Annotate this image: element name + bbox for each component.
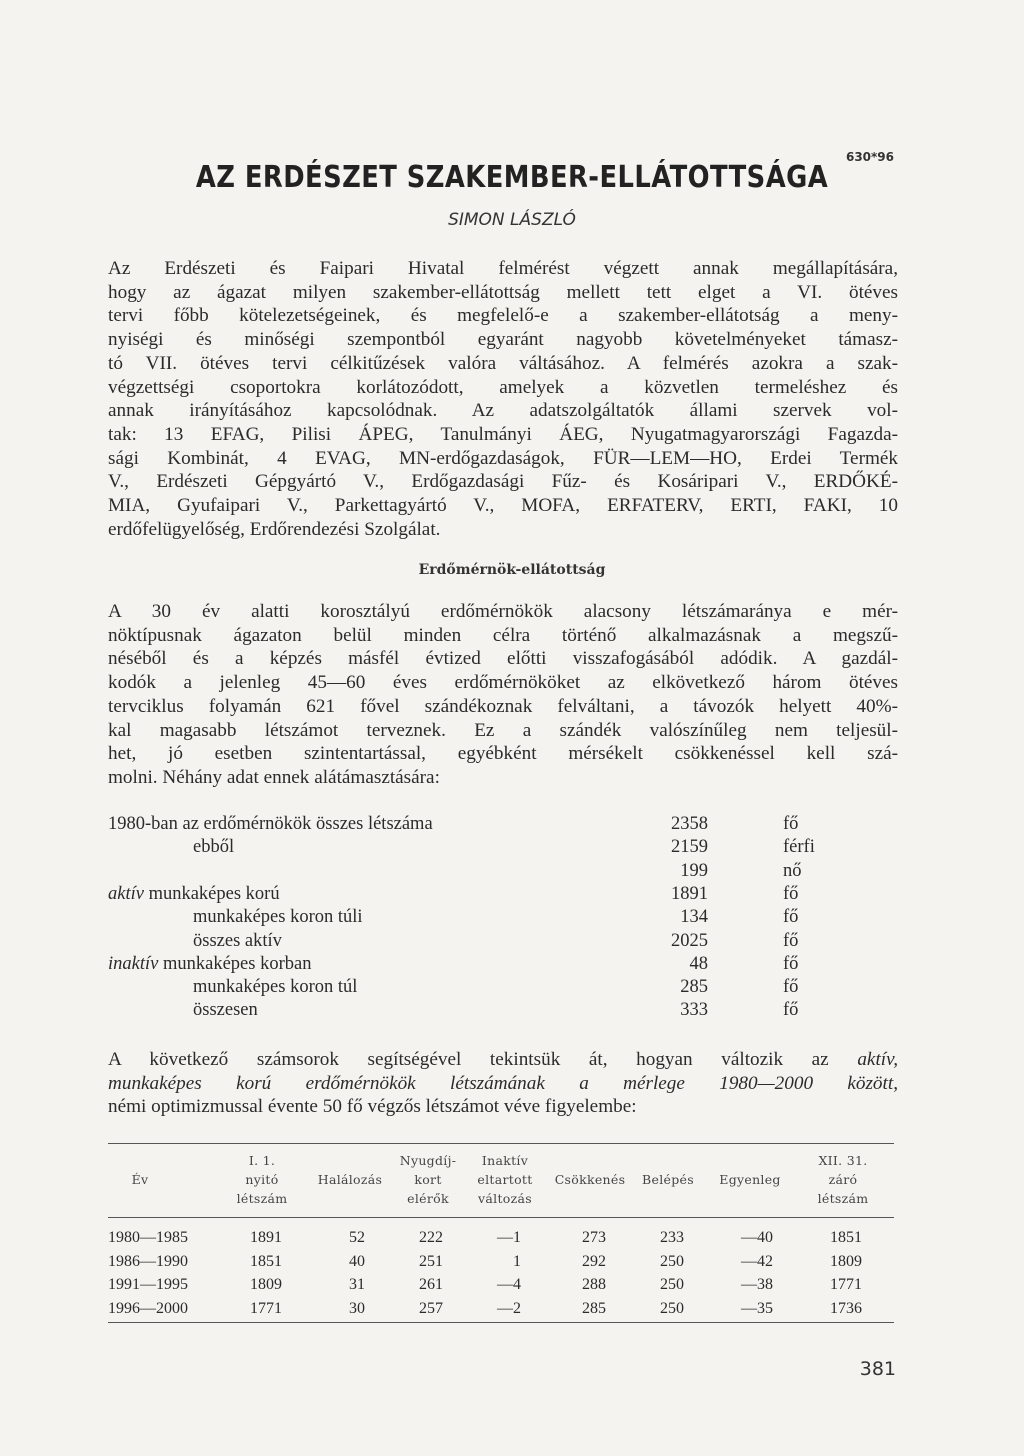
stat-unit: fő — [783, 883, 799, 904]
stat-label: munkaképes koron túli — [193, 907, 363, 928]
table-cell: 250 — [660, 1252, 684, 1270]
table-header-cell: Csökkenés — [554, 1172, 626, 1187]
text-line: tak: 13 EFAG, Pilisi ÁPEG, Tanulmányi ÁEG, Nyugatmagyarországi Fagazda- — [108, 423, 898, 445]
table-cell: 1809 — [830, 1252, 862, 1270]
stat-value: 199 — [680, 860, 708, 881]
stat-row — [108, 906, 848, 929]
table-header-cell: változás — [478, 1191, 532, 1206]
table-row-period: 1996—2000 — [108, 1299, 188, 1317]
stat-unit: fő — [783, 977, 799, 998]
table-header-cell: I. 1. — [248, 1153, 276, 1168]
table-cell: —38 — [741, 1276, 773, 1293]
table-cell: 40 — [349, 1252, 365, 1270]
table-header-cell: kort — [414, 1172, 442, 1187]
table-cell: 285 — [582, 1299, 606, 1317]
table-cell: —40 — [741, 1229, 773, 1246]
section-paragraph — [108, 600, 898, 790]
table-header-cell: Nyugdíj- — [399, 1153, 457, 1168]
table-header-cell: létszám — [236, 1191, 288, 1206]
table-cell: 31 — [349, 1276, 365, 1293]
stat-unit: fő — [783, 953, 799, 974]
text-line: végzettségi csoportokra korlátozódott, amelyek a közvetlen termeléshez és — [108, 376, 898, 398]
table-header-cell: nyitó — [245, 1172, 279, 1187]
text-line: kal magasabb létszámot terveznek. Ez a szándék valószínűleg nem teljesül- — [108, 719, 898, 741]
stat-row — [108, 883, 848, 906]
stat-unit: férfi — [783, 837, 815, 858]
stat-row — [108, 930, 848, 953]
stat-row — [108, 999, 848, 1022]
table-header-cell: eltartott — [477, 1172, 533, 1187]
stat-label: ebből — [193, 837, 235, 858]
text-line: nyiségi és minőségi szempontból egyaránt nagyobb követelményeket támasz- — [108, 329, 898, 351]
stat-label: összesen — [193, 1000, 258, 1021]
table-header-rule — [108, 1217, 894, 1218]
stat-row — [108, 860, 848, 883]
closing-paragraph — [108, 1048, 898, 1119]
text-line: tó VII. ötéves tervi célkitűzések valóra váltásához. A felmérés azokra a szak- — [108, 352, 898, 374]
table-cell: 1 — [513, 1252, 521, 1270]
table-cell: 257 — [419, 1299, 443, 1317]
closing-line: A következő számsorok segítségével tekintsük át, hogyan változik az aktív, — [108, 1049, 898, 1070]
table-cell: 1891 — [250, 1229, 282, 1246]
table-cell: 1851 — [830, 1229, 862, 1246]
table-row-period: 1991—1995 — [108, 1276, 188, 1293]
table-cell: 1771 — [250, 1299, 282, 1317]
stat-value: 2159 — [671, 837, 708, 858]
text-line: tervciklus folyamán 621 fővel szándékoznak felváltani, a távozók helyett 40%- — [108, 695, 898, 717]
text-line: néséből és a képzés másfél évtized előtti visszafogásából adódik. A gazdál- — [108, 648, 898, 670]
table-row-period: 1980—1985 — [108, 1229, 188, 1246]
stat-value: 1891 — [671, 883, 708, 904]
stat-unit: fő — [783, 907, 799, 928]
article-author: SIMON LÁSZLÓ — [448, 210, 576, 230]
stat-unit: nő — [783, 860, 802, 881]
stat-row — [108, 813, 848, 836]
stat-value: 134 — [680, 907, 708, 928]
table-row-period: 1986—1990 — [108, 1252, 188, 1270]
table-header-cell: XII. 31. — [818, 1153, 868, 1168]
table-header-cell: Belépés — [642, 1172, 694, 1187]
stat-label: munkaképes koron túl — [193, 977, 358, 998]
table-cell: —2 — [497, 1299, 521, 1317]
table-cell: 1851 — [250, 1252, 282, 1270]
closing-line: munkaképes korú erdőmérnökök létszámának a mérlege 1980—2000 között, — [108, 1072, 898, 1094]
stat-unit: fő — [783, 1000, 799, 1021]
table-top-rule — [108, 1143, 894, 1144]
intro-paragraph — [108, 257, 898, 541]
table-cell: —1 — [497, 1229, 521, 1246]
text-line: Az Erdészeti és Faipari Hivatal felmérést végzett annak megállapítására, — [108, 258, 898, 279]
text-line: kodók a jelenleg 45—60 éves erdőmérnököket az elkövetkező három ötéves — [108, 672, 898, 694]
table-cell: —35 — [741, 1299, 773, 1317]
table-bottom-rule — [108, 1322, 894, 1323]
article-title: AZ ERDÉSZET SZAKEMBER-ELLÁTOTTSÁGA — [195, 160, 829, 195]
table-cell: 273 — [582, 1229, 606, 1246]
text-line: erdőfelügyelőség, Erdőrendezési Szolgálat. — [108, 518, 441, 540]
stat-row — [108, 953, 848, 976]
document-code: 630*96 — [845, 150, 894, 164]
table-cell: —4 — [497, 1276, 521, 1293]
table-header-cell: záró — [828, 1172, 858, 1187]
table-cell: 1736 — [830, 1299, 862, 1317]
text-line: annak irányításához kapcsolódnak. Az adatszolgáltatók állami szervek vol- — [108, 400, 898, 422]
stat-label: összes aktív — [193, 930, 282, 951]
text-line: nöktípusnak ágazaton belül minden célra történő alkalmazásnak a megszű- — [108, 624, 898, 646]
stat-value: 285 — [680, 977, 708, 998]
stat-label: inaktív munkaképes korban — [108, 953, 312, 974]
table-header-cell: Év — [131, 1172, 149, 1187]
table-cell: 251 — [419, 1252, 443, 1270]
table-header-cell: elérők — [407, 1191, 449, 1206]
table-cell: 52 — [349, 1229, 365, 1246]
stat-label: 1980-ban az erdőmérnökök összes létszáma — [108, 814, 433, 834]
closing-line: némi optimizmussal évente 50 fő végzős létszámot véve figyelembe: — [108, 1096, 637, 1118]
stat-value: 2358 — [671, 814, 708, 834]
text-line: V., Erdészeti Gépgyártó V., Erdőgazdasági Fűz- és Kosáripari V., ERDŐKÉ- — [108, 471, 898, 493]
stat-value: 48 — [689, 953, 708, 974]
page-number: 381 — [859, 1358, 896, 1380]
stat-row — [108, 836, 848, 859]
text-line: sági Kombinát, 4 EVAG, MN-erdőgazdaságok, FÜR—LEM—HO, Erdei Termék — [108, 447, 898, 469]
stat-value: 2025 — [671, 930, 708, 951]
stat-unit: fő — [783, 814, 799, 834]
table-cell: 292 — [582, 1252, 606, 1270]
stat-row — [108, 976, 848, 999]
table-cell: 250 — [660, 1276, 684, 1293]
table-cell: 288 — [582, 1276, 606, 1293]
stat-label: aktív munkaképes korú — [108, 883, 280, 904]
table-cell: 250 — [660, 1299, 684, 1317]
stat-value: 333 — [680, 1000, 708, 1021]
table-cell: 233 — [660, 1229, 684, 1246]
stat-unit: fő — [783, 930, 799, 951]
table-cell: —42 — [741, 1252, 773, 1270]
text-line: A 30 év alatti korosztályú erdőmérnökök alacsony létszámaránya e mér- — [108, 601, 898, 622]
text-line: het, jó esetben szintentartással, egyébként mérsékelt csökkenéssel kell szá- — [108, 743, 898, 765]
table-cell: 222 — [419, 1229, 443, 1246]
table-header-cell: Halálozás — [317, 1172, 383, 1187]
table-header-cell: létszám — [817, 1191, 869, 1206]
table-header-cell: Inaktív — [481, 1153, 529, 1168]
section-heading: Erdőmérnök-ellátottság — [418, 562, 606, 578]
table-cell: 30 — [349, 1299, 365, 1317]
table-cell: 1809 — [250, 1276, 282, 1293]
table-cell: 1771 — [830, 1276, 862, 1293]
text-line: tervi főbb kötelezetségeinek, és megfelelő-e a szakember-ellátotság a meny- — [108, 305, 898, 327]
table-cell: 261 — [419, 1276, 443, 1293]
text-line: MIA, Gyufaipari V., Parkettagyártó V., MOFA, ERFATERV, ERTI, FAKI, 10 — [108, 495, 898, 517]
table-header-cell: Egyenleg — [719, 1172, 781, 1187]
text-line: molni. Néhány adat ennek alátámasztására: — [108, 766, 440, 788]
text-line: hogy az ágazat milyen szakember-ellátottság mellett tett elget a VI. ötéves — [108, 281, 898, 303]
